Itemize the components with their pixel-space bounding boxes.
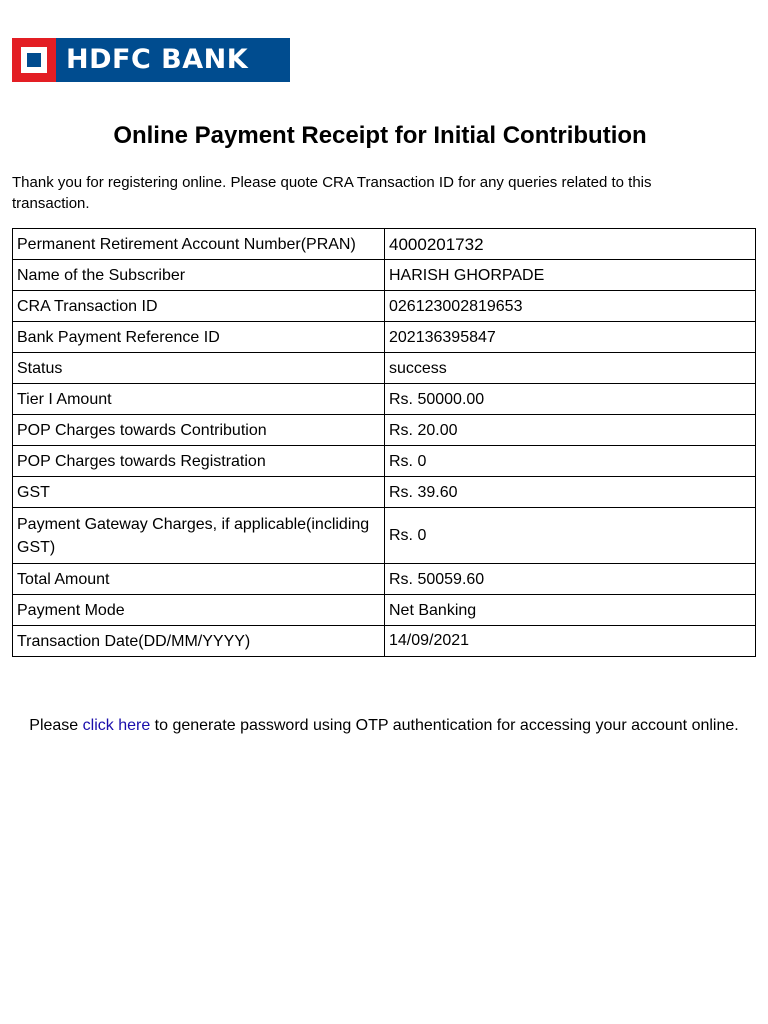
row-value-payment-mode: Net Banking bbox=[385, 595, 756, 626]
table-row bbox=[13, 353, 756, 384]
row-label-tier1-amount: Tier I Amount bbox=[13, 384, 385, 415]
row-value-pran: 4000201732 bbox=[385, 229, 756, 260]
table-row bbox=[13, 564, 756, 595]
row-value-status: success bbox=[385, 353, 756, 384]
row-label-pop-contribution: POP Charges towards Contribution bbox=[13, 415, 385, 446]
row-value-total-amount: Rs. 50059.60 bbox=[385, 564, 756, 595]
row-value-pop-registration: Rs. 0 bbox=[385, 446, 756, 477]
row-label-payment-mode: Payment Mode bbox=[13, 595, 385, 626]
page-title: Online Payment Receipt for Initial Contribution bbox=[113, 122, 647, 149]
row-value-subscriber-name: HARISH GHORPADE bbox=[385, 260, 756, 291]
hdfc-logo-icon bbox=[12, 38, 56, 82]
row-label-subscriber-name: Name of the Subscriber bbox=[13, 260, 385, 291]
table-row bbox=[13, 260, 756, 291]
table-row bbox=[13, 595, 756, 626]
footer-text-after: to generate password using OTP authentication for accessing your account online. bbox=[150, 717, 739, 734]
table-row bbox=[13, 291, 756, 322]
table-row bbox=[13, 415, 756, 446]
row-label-transaction-date: Transaction Date(DD/MM/YYYY) bbox=[13, 626, 385, 657]
footer-text bbox=[0, 712, 768, 739]
footer-text-before: Please bbox=[29, 717, 83, 734]
row-value-tier1-amount: Rs. 50000.00 bbox=[385, 384, 756, 415]
row-value-bank-reference-id: 202136395847 bbox=[385, 322, 756, 353]
row-label-bank-reference-id: Bank Payment Reference ID bbox=[13, 322, 385, 353]
intro-text: Thank you for registering online. Please quote CRA Transaction ID for any queries related to this transaction. bbox=[12, 174, 652, 212]
table-row bbox=[13, 446, 756, 477]
hdfc-bank-logo bbox=[12, 38, 290, 82]
receipt-table bbox=[12, 228, 756, 657]
row-label-gst: GST bbox=[13, 477, 385, 508]
table-row bbox=[13, 322, 756, 353]
row-value-gateway-charges: Rs. 0 bbox=[385, 508, 756, 564]
table-row bbox=[13, 229, 756, 260]
table-row bbox=[13, 477, 756, 508]
row-label-cra-transaction-id: CRA Transaction ID bbox=[13, 291, 385, 322]
row-value-cra-transaction-id: 026123002819653 bbox=[385, 291, 756, 322]
logo-wordmark: HDFC BANK bbox=[56, 38, 290, 82]
row-label-pran: Permanent Retirement Account Number(PRAN) bbox=[13, 229, 385, 260]
row-value-gst: Rs. 39.60 bbox=[385, 477, 756, 508]
row-value-pop-contribution: Rs. 20.00 bbox=[385, 415, 756, 446]
table-row bbox=[13, 384, 756, 415]
click-here-link[interactable]: click here bbox=[82, 717, 151, 734]
row-label-pop-registration: POP Charges towards Registration bbox=[13, 446, 385, 477]
row-label-gateway-charges: Payment Gateway Charges, if applicable(incliding GST) bbox=[13, 508, 385, 564]
row-label-total-amount: Total Amount bbox=[13, 564, 385, 595]
table-row bbox=[13, 626, 756, 657]
table-row bbox=[13, 508, 756, 564]
row-label-status: Status bbox=[13, 353, 385, 384]
row-value-transaction-date: 14/09/2021 bbox=[385, 626, 756, 657]
